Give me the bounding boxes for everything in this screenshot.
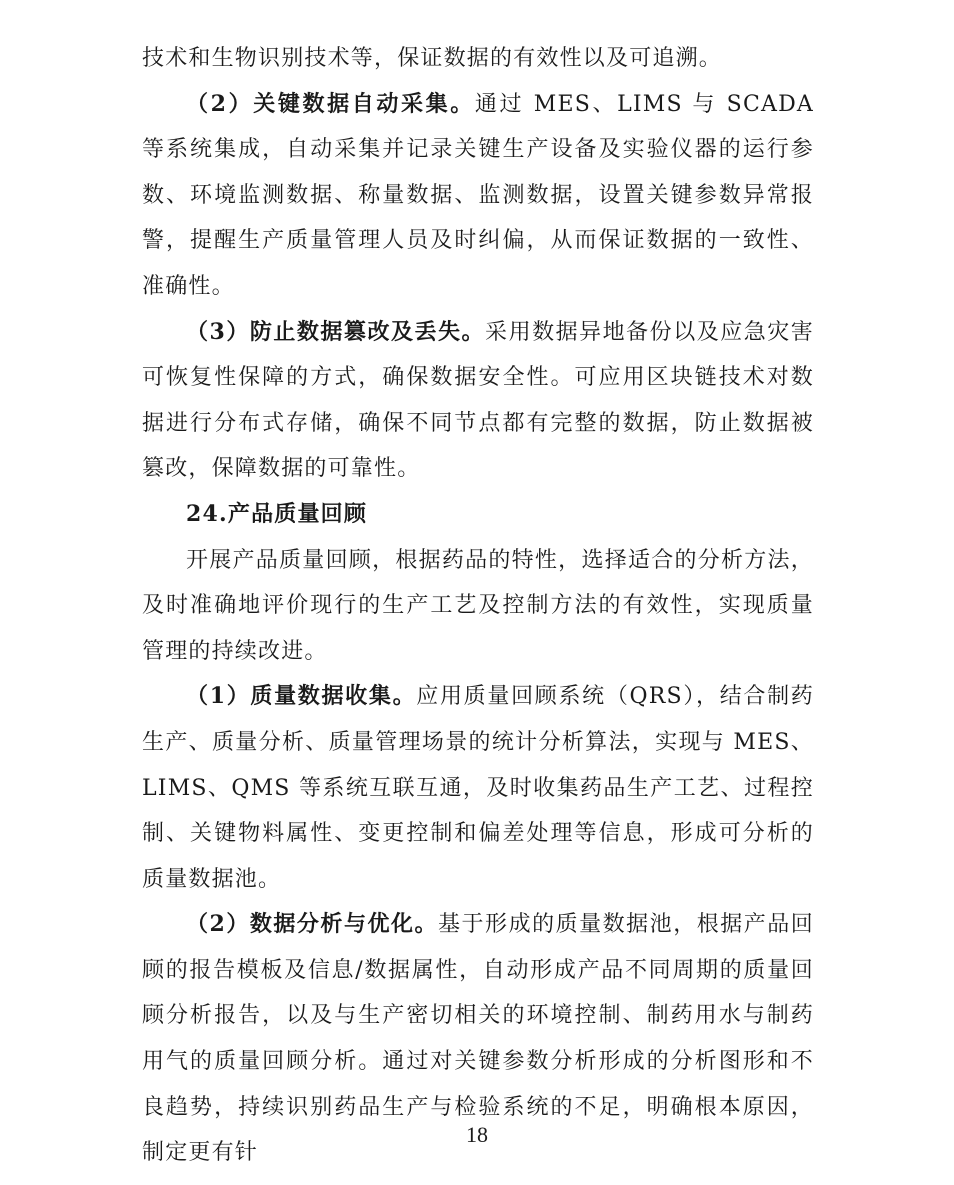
page-number: 18 xyxy=(466,1122,488,1147)
paragraph-prevent-tampering xyxy=(142,310,814,492)
paragraph-text: 应用质量回顾系统（QRS），结合制药生产、质量分析、质量管理场景的统计分析算法，实现与 MES、LIMS、QMS 等系统互联互通，及时收集药品生产工艺、过程控制、关键物料属性、变更控制和偏差处理等信息，形成可分析的质量数据池。 xyxy=(142,684,814,892)
paragraph-lead: （1）质量数据收集。 xyxy=(186,683,417,710)
section-heading: 24.产品质量回顾 xyxy=(186,500,368,527)
paragraph-lead: （2）关键数据自动采集。 xyxy=(186,90,475,117)
paragraph-quality-review-intro xyxy=(142,538,814,675)
paragraph-quality-data-collection xyxy=(142,674,814,902)
paragraph-lead: （3）防止数据篡改及丢失。 xyxy=(186,318,486,345)
paragraph-text: 采用数据异地备份以及应急灾害可恢复性保障的方式，确保数据安全性。可应用区块链技术对数据进行分布式存储，确保不同节点都有完整的数据，防止数据被篡改，保障数据的可靠性。 xyxy=(142,319,814,482)
paragraph-text: 开展产品质量回顾，根据药品的特性，选择适合的分析方法，及时准确地评价现行的生产工艺及控制方法的有效性，实现质量管理的持续改进。 xyxy=(142,547,814,664)
paragraph-lead: （2）数据分析与优化。 xyxy=(186,911,439,938)
paragraph-continuation xyxy=(142,36,814,82)
paragraph-text: 基于形成的质量数据池，根据产品回顾的报告模板及信息/数据属性，自动形成产品不同周期的质量回顾分析报告，以及与生产密切相关的环境控制、制药用水与制药用气的质量回顾分析。通过对关键参数分析形成的分析图形和不良趋势，持续识别药品生产与检验系统的不足，明确根本原因，制定更有针 xyxy=(142,912,814,1166)
paragraph-text: 通过 MES、LIMS 与 SCADA 等系统集成，自动采集并记录关键生产设备及实验仪器的运行参数、环境监测数据、称量数据、监测数据，设置关键参数异常报警，提醒生产质量管理人员及时纠偏，从而保证数据的一致性、准确性。 xyxy=(142,91,814,299)
paragraph-key-data-collection xyxy=(142,82,814,310)
paragraph-text: 技术和生物识别技术等，保证数据的有效性以及可追溯。 xyxy=(142,46,723,71)
document-body xyxy=(142,36,814,1176)
